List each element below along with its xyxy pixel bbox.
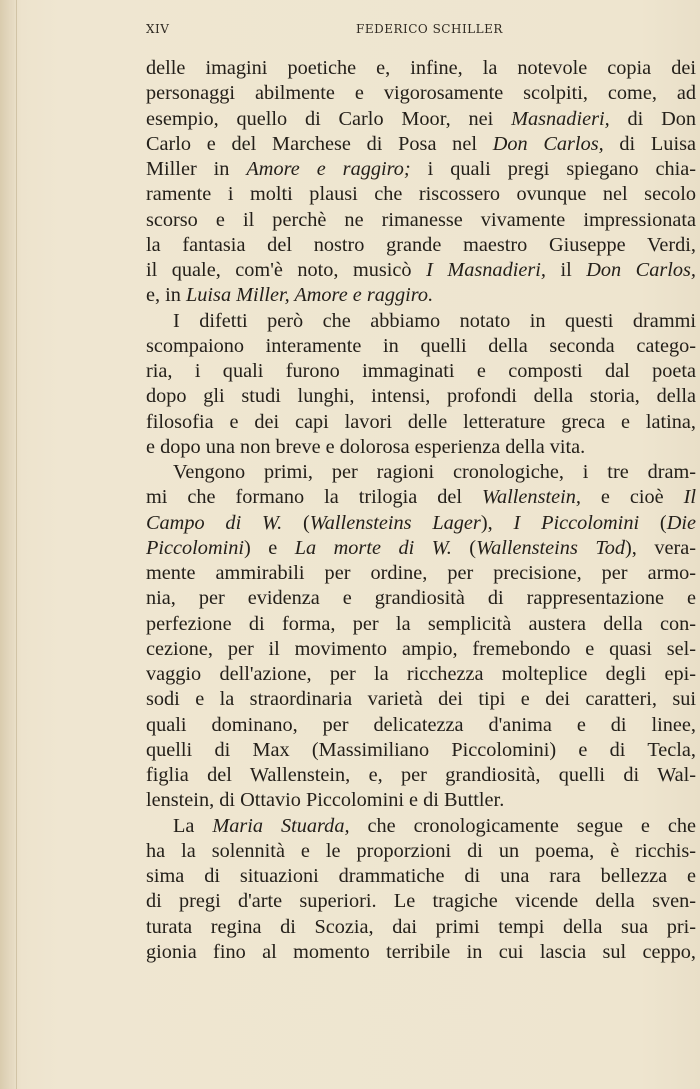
text-line (146, 839, 696, 864)
italic-title: Luisa Miller, Amore e raggiro. (186, 284, 434, 307)
text-run: Vengono primi, per ragioni cronologiche, i tre dram- (173, 461, 696, 483)
body-text (146, 56, 696, 965)
text-line (146, 940, 696, 965)
text-line (146, 687, 696, 712)
italic-title: Il (683, 486, 696, 509)
text-line (146, 435, 696, 460)
text-line (146, 182, 696, 207)
running-head: FEDERICO SCHILLER (356, 22, 503, 36)
text-line (146, 485, 696, 510)
italic-title: Wallensteins Lager (309, 511, 481, 534)
text-run: di Don (609, 107, 696, 130)
text-run: mi che formano la trilogia del (146, 486, 482, 509)
italic-title: La morte di W. (294, 536, 452, 559)
text-line (146, 662, 696, 687)
text-run: mente ammirabili per ordine, per precisione, per armo- (146, 562, 696, 584)
text-run: gionia fino al momento terribile in cui lascia sul ceppo, (146, 940, 696, 963)
italic-title: Piccolomini (146, 536, 244, 559)
text-run: quelli di Max (Massimiliano Piccolomini) e di Tecla, (146, 738, 696, 761)
text-run: e dopo una non breve e dolorosa esperienza della vita. (146, 435, 586, 458)
text-line (146, 359, 696, 384)
page-header (146, 22, 696, 42)
text-line (146, 586, 696, 611)
text-line (146, 561, 696, 586)
text-line (146, 132, 696, 157)
text-run: il (545, 259, 587, 281)
text-line (146, 283, 696, 308)
text-line (146, 208, 696, 233)
text-run: lenstein, di Ottavio Piccolomini e di Buttler. (146, 789, 505, 812)
text-run: ramente i molti plausi che riscossero ovunque nel secolo (146, 183, 696, 206)
text-run: Carlo e del Marchese di Posa nel (146, 132, 493, 155)
italic-title: Don Carlos, (586, 259, 696, 281)
text-run: che cronologicamente segue e che (349, 814, 697, 837)
text-run: e cioè (580, 486, 684, 509)
text-run: scorso e il perchè ne rimanesse vivamente impressionata (146, 208, 696, 231)
text-line (146, 384, 696, 409)
text-line (146, 788, 696, 813)
text-line (146, 536, 696, 561)
text-run: La (173, 814, 213, 837)
text-line (146, 612, 696, 637)
text-line (146, 81, 696, 106)
text-line (146, 334, 696, 359)
italic-title: Campo di W. (146, 511, 283, 534)
text-line (146, 157, 696, 182)
text-run: ) e (244, 536, 295, 559)
text-run: ), (480, 511, 514, 534)
italic-title: Amore e raggiro; (246, 158, 411, 180)
text-run: nia, per evidenza e grandiosità di rappresentazione e (146, 587, 696, 610)
text-line (146, 814, 696, 839)
text-run: cezione, per il movimento ampio, fremebondo e quasi sel- (146, 637, 696, 660)
text-line (146, 864, 696, 889)
text-run: di Luisa (603, 132, 696, 155)
text-line (146, 233, 696, 258)
text-line (146, 56, 696, 81)
text-run: ( (451, 536, 477, 559)
text-line (146, 107, 696, 132)
text-line (146, 258, 696, 283)
text-run: quali dominano, per delicatezza d'anima e di linee, (146, 713, 696, 736)
text-run: i quali pregi spiegano chia- (410, 158, 697, 180)
text-line (146, 713, 696, 738)
text-run: personaggi abilmente e vigorosamente scolpiti, come, ad (146, 82, 696, 105)
italic-title: Die (666, 511, 696, 534)
text-line (146, 410, 696, 435)
text-line (146, 738, 696, 763)
text-run: filosofia e dei capi lavori delle letterature greca e latina, (146, 410, 696, 433)
italic-title: Don Carlos, (492, 132, 604, 155)
text-run: vaggio dell'azione, per la ricchezza molteplice degli epi- (146, 663, 696, 685)
italic-title: I Masnadieri, (426, 259, 546, 281)
text-run: ), vera- (625, 536, 696, 559)
text-run: ( (639, 511, 667, 534)
text-run: Miller in (146, 158, 247, 180)
text-line (146, 309, 696, 334)
text-line (146, 889, 696, 914)
text-line (146, 637, 696, 662)
text-run: ria, i quali furono immaginati e composti dal poeta (146, 360, 696, 382)
text-line (146, 763, 696, 788)
text-run: esempio, quello di Carlo Moor, nei (146, 107, 512, 130)
text-run: delle imagini poetiche e, infine, la notevole copia dei (146, 57, 696, 79)
text-run: figlia del Wallenstein, e, per grandiosità, quelli di Wal- (146, 764, 696, 786)
text-run: di pregi d'arte superiori. Le tragiche vicende della sven- (146, 890, 696, 913)
text-run: scompaiono interamente in quelli della seconda catego- (146, 334, 696, 357)
text-run: la fantasia del nostro grande maestro Giuseppe Verdi, (146, 233, 696, 256)
italic-title: I Piccolomini (513, 511, 640, 534)
text-line (146, 511, 696, 536)
text-line (146, 460, 696, 485)
italic-title: Wallenstein, (481, 486, 581, 509)
page-number: XIV (146, 22, 170, 36)
italic-title: Wallensteins Tod (476, 536, 626, 559)
text-line (146, 915, 696, 940)
italic-title: Masnadieri, (511, 107, 610, 130)
text-run: ha la solennità e le proporzioni di un poema, è ricchis- (146, 839, 696, 862)
text-run: il quale, com'è noto, musicò (146, 259, 427, 281)
text-run: sima di situazioni drammatiche di una rara bellezza e (146, 865, 696, 887)
text-run: sodi e la straordinaria varietà dei tipi e dei caratteri, sui (146, 688, 696, 711)
page-edge-shadow (0, 0, 17, 1089)
text-run: dopo gli studi lunghi, intensi, profondi della storia, della (146, 385, 696, 408)
italic-title: Maria Stuarda, (212, 814, 350, 837)
text-run: e, in (146, 284, 186, 307)
text-run: turata regina di Scozia, dai primi tempi della sua pri- (146, 915, 696, 938)
text-run: perfezione di forma, per la semplicità austera della con- (146, 612, 696, 635)
text-run: ( (282, 511, 310, 534)
text-run: I difetti però che abbiamo notato in questi drammi (173, 309, 696, 332)
